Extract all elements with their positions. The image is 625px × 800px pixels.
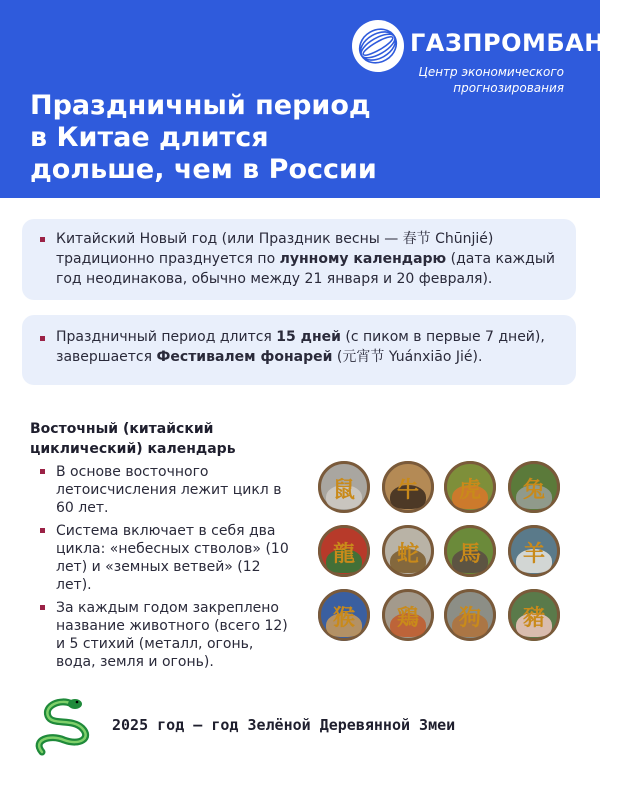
- title-line-2: в Китае длится: [30, 122, 269, 153]
- bullet-marker: [40, 605, 45, 610]
- header-banner: [0, 0, 625, 198]
- zodiac-glyph: 虎: [458, 477, 481, 503]
- zodiac-glyph: 龍: [332, 541, 355, 567]
- zodiac-glyph: 馬: [458, 541, 481, 567]
- card1-text-2: традиционно празднуется по: [56, 251, 280, 267]
- zodiac-glyph: 鼠: [332, 477, 355, 503]
- card2-text-2: (с пиком в первые 7 дней), завершается: [56, 329, 545, 365]
- bullet-marker: [40, 469, 45, 474]
- zodiac-sign-icon: [444, 525, 496, 577]
- card1-text: [56, 229, 562, 289]
- card2-text-3: (元宵节 Yuánxiāo Jié).: [332, 349, 483, 365]
- zodiac-glyph: 蛇: [396, 541, 419, 567]
- zodiac-grid: [318, 461, 570, 651]
- card2-bold-1: 15 дней: [276, 329, 341, 345]
- title-line-3: дольше, чем в России: [30, 154, 377, 185]
- zodiac-sign-icon: [508, 589, 560, 641]
- zodiac-sign-icon: [382, 525, 434, 577]
- zodiac-glyph: 兔: [522, 477, 545, 503]
- brand-subtitle-line1: Центр экономического: [418, 65, 564, 79]
- zodiac-glyph: 羊: [522, 541, 545, 567]
- zodiac-sign-icon: [318, 461, 370, 513]
- zodiac-sign-icon: [508, 461, 560, 513]
- list-item-text: В основе восточного летоисчисления лежит цикл в 60 лет.: [56, 464, 282, 516]
- card1-text-1: Китайский Новый год (или Праздник весны — 春节 Chūnjié): [56, 231, 494, 247]
- brand-subtitle-line2: прогнозирования: [453, 81, 564, 95]
- zodiac-sign-icon: [508, 525, 560, 577]
- calendar-section: [30, 419, 292, 676]
- zodiac-glyph: 鶏: [396, 605, 419, 631]
- footer-caption: 2025 год — год Зелёной Деревянной Змеи: [112, 716, 456, 734]
- zodiac-sign-icon: [318, 525, 370, 577]
- card1-bold: лунному календарю: [279, 251, 447, 267]
- info-card-holiday-period: [22, 315, 576, 385]
- zodiac-glyph: 猴: [332, 605, 355, 631]
- zodiac-sign-icon: [318, 589, 370, 641]
- brand-subtitle: [414, 64, 564, 96]
- title-line-1: Праздничный период: [30, 90, 371, 121]
- list-item: [30, 599, 292, 671]
- card2-text-1: Праздничный период длится: [56, 329, 277, 345]
- list-item: [30, 463, 292, 517]
- green-snake-icon: [30, 690, 100, 760]
- bullet-marker: [40, 237, 45, 242]
- zodiac-glyph: 牛: [396, 477, 419, 503]
- list-item-text: Система включает в себя два цикла: «небесных стволов» (10 лет) и «земных ветвей» (12 лет).: [56, 523, 289, 593]
- zodiac-sign-icon: [444, 461, 496, 513]
- zodiac-glyph: 狗: [458, 605, 481, 631]
- gazprombank-logo-icon: [352, 20, 404, 72]
- page-title: [30, 90, 390, 186]
- bullet-marker: [40, 336, 45, 341]
- card2-text: [56, 327, 562, 367]
- zodiac-sign-icon: [444, 589, 496, 641]
- zodiac-sign-icon: [382, 461, 434, 513]
- zodiac-glyph: 豬: [522, 605, 545, 631]
- card2-bold-2: Фестивалем фонарей: [156, 349, 333, 365]
- list-item-text: За каждым годом закреплено название животного (всего 12) и 5 стихий (металл, огонь, вода, земля и огонь).: [56, 600, 288, 670]
- calendar-title: Восточный (китайский циклический) календарь: [30, 421, 236, 457]
- info-card-new-year: [22, 219, 576, 300]
- list-item: [30, 522, 292, 594]
- card1-text-3: (дата каждый год неодинакова, обычно между 21 января и 20 февраля).: [56, 251, 555, 287]
- zodiac-sign-icon: [382, 589, 434, 641]
- brand-logo: [352, 20, 625, 100]
- brand-name: ГАЗПРОМБАНК: [410, 29, 625, 57]
- bullet-marker: [40, 528, 45, 533]
